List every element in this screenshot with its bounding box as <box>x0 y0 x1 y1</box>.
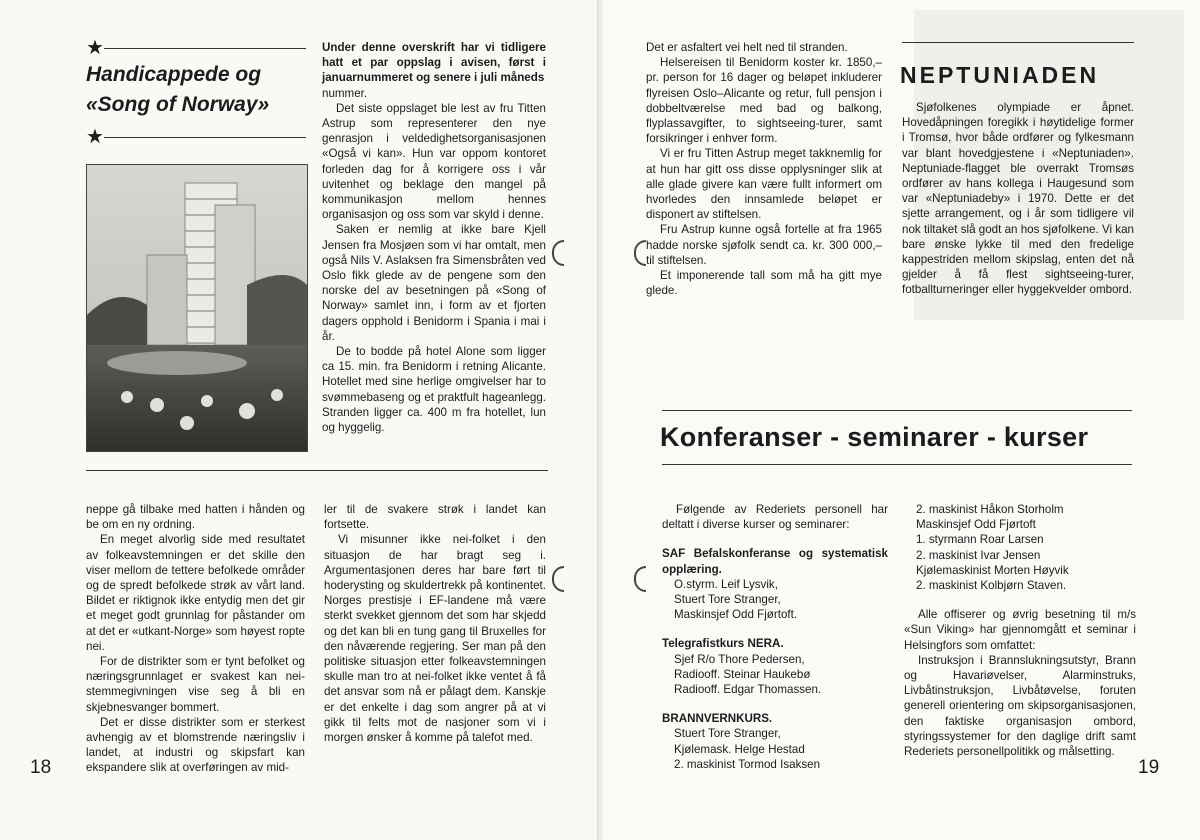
article-paragraph: De to bodde på hotel Alone som ligger ca 15. min. fra Benidorm i retning Alicante. Hotellet med sine herlige omgivelser har to svømmebaseng og et praktfult hageanlegg. Stranden ligger ca. 400 m fra hotellet, lun og hyggelig. <box>322 345 546 435</box>
binder-hole <box>634 240 646 266</box>
left-page <box>0 0 598 840</box>
participant: Radiooff. Edgar Thomassen. <box>674 683 822 697</box>
neptuniaden-rule <box>902 42 1134 43</box>
participant: 2. maskinist Håkon Storholm <box>916 503 1064 516</box>
konferanser-title: Konferanser - seminarer - kurser <box>660 422 1089 452</box>
participant: Kjølemask. Helge Hestad <box>674 742 805 756</box>
participant: 2. maskinist Kolbjørn Staven. <box>916 579 1067 593</box>
article-paragraph: Det siste oppslaget ble lest av fru Titten Astrup som representerer den nye genrasjon i veldedighetsorganisasjonen «Også vi kan». Hun var oppom kontoret forleden dag for å korrigere oss i vår uvitenhet og beklage den mangel på kommunikasjon mellom hennes organisasjon og oss som var skyld i denne. <box>322 101 546 222</box>
binder-hole <box>552 240 564 266</box>
section-divider <box>86 470 548 471</box>
participant: Radiooff. Steinar Haukebø <box>674 667 811 681</box>
continued-column <box>646 40 882 298</box>
participant: Kjølemaskinist Morten Høyvik <box>916 563 1069 577</box>
participant: O.styrm. Leif Lysvik, <box>674 577 778 591</box>
continued-paragraph: Vi er fru Titten Astrup meget takknemlig for at hun har gitt oss disse opplysninger slik at alle glade givere kan være fullt informert om hvorledes den innsamlede beløpet er disponert av stiftelsen. <box>646 147 882 222</box>
konferanser-rule-top <box>662 410 1132 411</box>
article-paragraph: nummer. <box>322 86 368 100</box>
konferanser-rule-bottom <box>662 464 1132 465</box>
participant: 2. maskinist Tormod Isaksen <box>674 757 821 771</box>
hotel-photo-image <box>87 165 307 451</box>
seminar-paragraph: Alle offiserer og øvrig besetning til m/s «Sun Viking» har gjennomgått et seminar i Helsingfors som omfattet: <box>904 608 1136 652</box>
course-list-column-2 <box>904 502 1136 759</box>
participant: Maskinsjef Odd Fjørtoft. <box>674 608 798 622</box>
course-list-column-1 <box>662 502 888 772</box>
continued-paragraph: Fru Astrup kunne også fortelle at fra 1965 hadde norske sjøfolk sendt ca. kr. 300 000,– til stiftelsen. <box>646 223 882 267</box>
headline-line1: Handicappede og <box>86 63 262 86</box>
bottom-paragraph: For de distrikter som er tynt befolket og næringsgrunnlaget er svakest kan nei-stemmegivningen vise seg å bli en skjebnesvanger bommert. <box>86 655 305 714</box>
participant: 1. styrmann Roar Larsen <box>916 533 1044 547</box>
hotel-photo <box>86 164 308 452</box>
seminar-paragraph: Instruksjon i Brannslukningsutstyr, Brann og Havariøvelser, Alarminstruks, Livbåtinstruksjon, Livbåtøvelse, foruten generell orientering om skipsorganisasjonen, den faktiske organisasjon ombord, styringssystemer for den daglige drift samt Rederiets personellpolitikk og målsetting. <box>904 653 1136 759</box>
bottom-column-1 <box>86 502 305 776</box>
article-lead: Under denne overskrift har vi tidligere hatt et par oppslag i avisen, først i januarnummeret og senere i juli måneds <box>322 41 546 85</box>
headline-line2: «Song of Norway» <box>86 93 270 116</box>
bottom-paragraph: Det er disse distrikter som er sterkest avhengig av et blomstrende næringsliv i landet, at industri og skipsfart kan ekspandere slik at overføringen av mid- <box>86 715 305 775</box>
binder-hole <box>552 566 564 592</box>
neptuniaden-text: Sjøfolkenes olympiade er åpnet. Hovedåpningen foregikk i høytidelige former i Tromsø, hvor både ordfører og fylkesmann var blant hovedgjestene i «Neptuniaden». Neptuniade-flagget ble overrakt Tromsøs ordfører av hans kollega i Haugesund som var «Neptuniadeby» i 1970. Dette er det sjette arrangement, og i år som tidligere vil nok tiltaket slå godt an hos sjøfolkene. Vi kan bare ønske lykke til med den fredelige kappestriden mellom skipslag, enten det nå gjelder å få flest sightseeing-turer, fotballturneringer eller hyggekvelder ombord. <box>902 101 1134 297</box>
page-number: 18 <box>30 757 52 778</box>
headline-rule-top <box>104 48 306 49</box>
bottom-column-2 <box>324 502 546 745</box>
continued-paragraph: Det er asfaltert vei helt ned til stranden. <box>646 41 848 54</box>
participant: Stuert Tore Stranger, <box>674 593 781 607</box>
bottom-paragraph: ler til de svakere strøk i landet kan fortsette. <box>324 503 546 532</box>
bottom-paragraph: En meget alvorlig side med resultatet av folkeavstemningen er det skille den viser mellom de tettere befolkede områder og de spredt befolkede strøk av vårt land. Bildet er riktignok ikke entydig men det gir et meget godt grunnlag for påstander om at det er «utkant-Norge» som høyest ropte nei. <box>86 533 305 653</box>
participant: Sjef R/o Thore Pedersen, <box>674 652 805 666</box>
participant: Maskinsjef Odd Fjørtoft <box>916 518 1036 532</box>
course-intro: Følgende av Rederiets personell har deltatt i diverse kurser og seminarer: <box>662 503 888 532</box>
continued-paragraph: Et imponerende tall som må ha gitt mye glede. <box>646 269 882 298</box>
right-page <box>602 0 1200 840</box>
star-ornament-top: ★ <box>86 37 104 59</box>
bottom-paragraph: neppe gå tilbake med hatten i hånden og be om en ny ordning. <box>86 503 305 532</box>
bottom-paragraph: Vi misunner ikke nei-folket i den situasjon de har bragt seg i. Argumentasjonen deres har bare ført til hoderysting og skuldertrekk på kontinentet. Norges prestisje i EF-landene må være sterkt svekket gjennom det som har skjedd og det kan bli en tung gang til Bruxelles for den nåværende regjering. Ser man på den politiske situasjon etter folkeavstemningen skulle man tro at nei-folket ikke ventet å få det ansvar som nå er pålagt dem. Kanskje er det enkelte i dag som angrer på at vi gikk til felts mot de nasjoner som vi i morgen ønsker å komme på talefot med. <box>324 533 546 745</box>
participant: Stuert Tore Stranger, <box>674 727 781 741</box>
page-number: 19 <box>1138 757 1160 778</box>
neptuniaden-title: NEPTUNIADEN <box>900 62 1100 88</box>
headline-rule-bottom <box>104 137 306 138</box>
continued-paragraph: Helsereisen til Benidorm koster kr. 1850,– pr. person for 16 dager og beløpet inkluderer flyreisen Oslo–Alicante og retur, full pensjon i dobbeltværelse med bad og balkong, flyplassavgifter, to sightseeing-turer, samt forsikringer i enhver form. <box>646 56 882 146</box>
participant: 2. maskinist Ivar Jensen <box>916 548 1041 562</box>
course-heading: Telegrafistkurs NERA. <box>662 637 784 651</box>
binder-hole <box>634 566 646 592</box>
star-ornament-bottom: ★ <box>86 126 104 148</box>
article-paragraph: Saken er nemlig at ikke bare Kjell Jensen fra Mosjøen som vi har omtalt, men også Nils V. Aslaksen fra Simensbråten ved Oslo fikk glede av de pengene som den norske del av besetningen på «Song of Norway» samlet inn, i form av et fjorten dagers opphold i Benidorm i Spania i mai i år. <box>322 223 546 343</box>
course-heading: SAF Befalskonferanse og systematisk opplæring. <box>662 547 888 576</box>
neptuniaden-column <box>902 100 1134 298</box>
article-column <box>322 40 546 435</box>
course-heading: BRANNVERNKURS. <box>662 712 773 726</box>
